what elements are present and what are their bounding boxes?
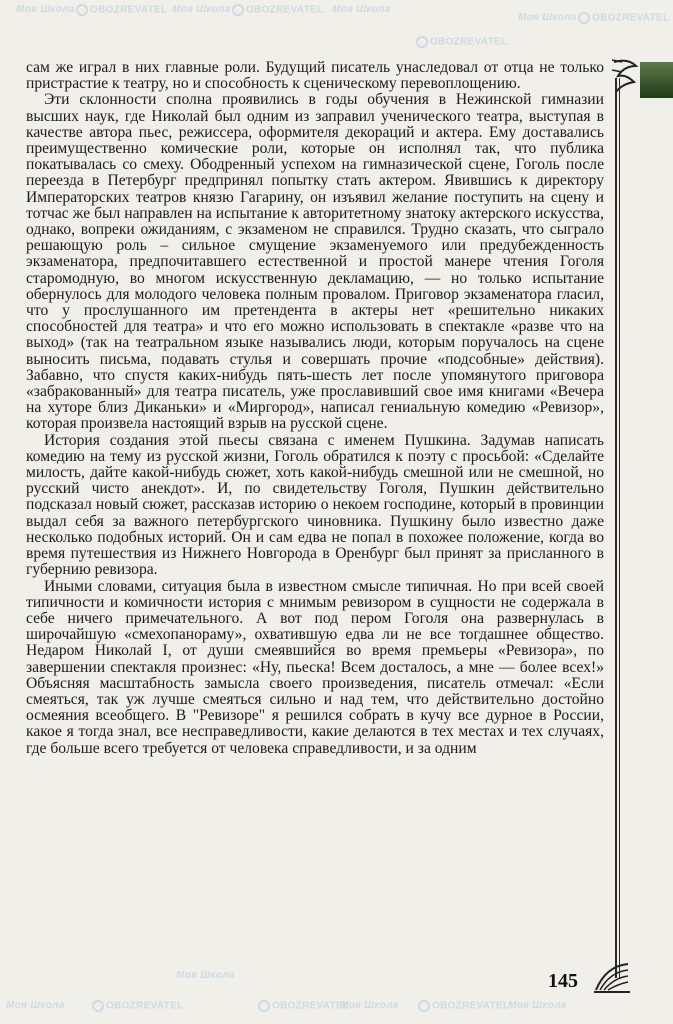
watermark-obozrevatel: OBOZREVATEL: [416, 36, 507, 48]
watermark-obozrevatel: OBOZREVATEL: [418, 1000, 509, 1012]
bottom-ornament-icon: [592, 960, 632, 994]
watermark-obozrevatel: OBOZREVATEL: [232, 4, 323, 16]
paragraph: История создания этой пьесы связана с именем Пушкина. Задумав написать комедию на тему из русской жизни, Гоголь обратился к поэту с просьбой: «Сделайте милость, дайте какой-нибудь сюжет, хоть какой-нибудь смешной или не смешной, но русский чисто анекдот». И, по свидетельству Гоголя, Пушкин действительно подсказал новый сюжет, рассказав историю о некоем господине, который в провинции выдал себя за важного петербургского чиновника. Пушкину было известно даже несколько подобных историй. Он и сам едва не попал в похожее положение, когда во время путешествия из Нижнего Новгорода в Оренбург был принят за присланного в губернию ревизора.: [26, 431, 604, 579]
watermark-moya-shkola: Моя Школа: [6, 1000, 65, 1011]
watermark-obozrevatel: OBOZREVATEL: [578, 12, 669, 24]
watermark-moya-shkola: Моя Школа: [508, 1000, 567, 1011]
watermark-obozrevatel: OBOZREVATEL: [92, 1000, 183, 1012]
chapter-tab: [640, 62, 673, 98]
page-number: 145: [548, 970, 578, 992]
watermark-obozrevatel: OBOZREVATEL: [258, 1000, 349, 1012]
paragraph: сам же играл в них главные роли. Будущий писатель унаследовал от отца не только пристрастие к театру, но и способность к сценическому перевоплощению.: [26, 59, 604, 93]
watermark-moya-shkola: Моя Школа: [332, 4, 391, 15]
watermark-moya-shkola: Моя Школа: [518, 12, 577, 23]
watermark-moya-shkola: Моя Школа: [176, 970, 235, 981]
watermark-moya-shkola: Моя Школа: [16, 4, 75, 15]
paragraph: Иными словами, ситуация была в известном смысле типичная. Но при всей своей типичности и комичности история с мнимым ревизором в сущности не содержала в себе ничего примечательного. А вот под пером Гоголя она развернулась в широчайшую «смехопанораму», охватившую едва ли не все тогдашнее общество. Недаром Николай I, от души смеявшийся во время премьеры «Ревизора», по завершении спектакля произнес: «Ну, пьеска! Всем досталось, а мне — более всех!» Объясняя масштабность замысла своего произведения, писатель отмечал: «Если смеяться, так уж лучше смеяться сильно и над тем, что действительно достойно осмеяния всеобщего. В "Ревизоре" я решился собрать в кучу все дурное в России, какое я тогда знал, все несправедливости, какие делаются в тех местах и тех случаях, где больше всего требуется от человека справедливости, и за одним: [26, 577, 604, 757]
body-text: [26, 60, 604, 757]
watermark-moya-shkola: Моя Школа: [172, 4, 231, 15]
watermark-obozrevatel: OBOZREVATEL: [76, 4, 167, 16]
paragraph: Эти склонности сполна проявились в годы обучения в Нежинской гимназии высших наук, где Николай был одним из заправил ученического театра, выступая в качестве автора пьес, режиссера, оформителя декораций и актера. Ему доставались преимущественно комические роли, которые он исполнял так, что публика покатывалась со смеху. Ободренный успехом на гимназической сцене, Гоголь после переезда в Петербург предпринял попытку стать актером. Явившись к директору Императорских театров князю Гагарину, он изъявил желание поступить на сцену и тотчас же был направлен на испытание к авторитетному знатоку актерского искусства, однако, вопреки ожиданиям, с экзаменом не справился. Трудно сказать, что сыграло решающую роль – сильное смущение экзаменуемого или предубежденность экзаменатора, предпочитавшего естественной и простой манере чтения Гоголя старомодную, во многом искусственную декламацию, — но только испытание обернулось для молодого человека полным провалом. Приговор экзаменатора гласил, что у прослушанного им претендента в актеры нет «решительно никаких способностей для театра» и что его можно использовать в спектакле «разве что на выход» (так на театральном языке назывались люди, которым поручалось на сцене выносить письма, подавать стулья и совершать прочие «подсобные» действия). Забавно, что спустя каких-нибудь пять-шесть лет после упомянутого приговора «забракованный» для театра писатель, уже прославивший свое имя книгами «Вечера на хуторе близ Диканьки» и «Миргород», написал гениальную комедию «Ревизор», которая произвела настоящий взрыв на русской сцене.: [26, 91, 604, 433]
watermark-moya-shkola: Моя Школа: [340, 1000, 399, 1011]
vertical-rule: [615, 78, 620, 978]
